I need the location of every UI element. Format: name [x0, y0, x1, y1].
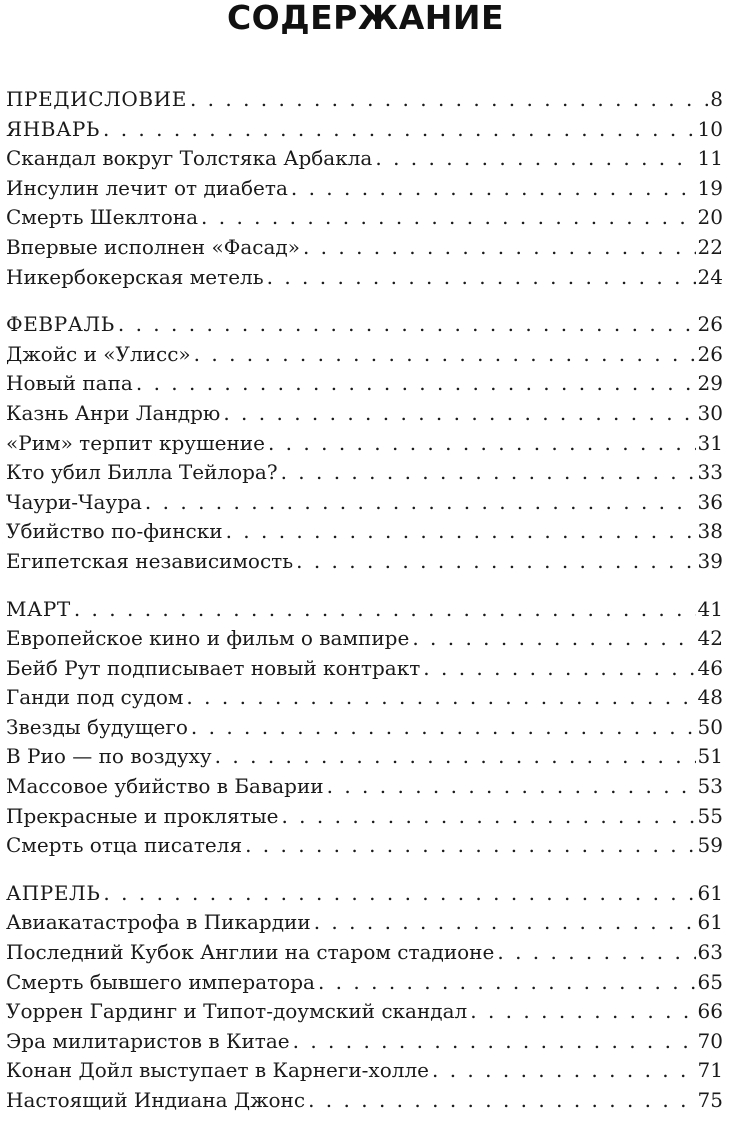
toc-entry-label: Чаури-Чаура: [6, 489, 142, 514]
toc-page-number: 19: [697, 175, 723, 200]
toc-entry-label: Впервые исполнен «Фасад»: [6, 234, 300, 259]
toc-entry-label: Массовое убийство в Баварии: [6, 774, 324, 799]
toc-page-number: 42: [697, 626, 723, 651]
toc-page-number: 48: [697, 685, 723, 710]
dot-leader: [296, 547, 695, 577]
toc-section: [6, 595, 723, 861]
toc-entry-label: «Рим» терпит крушение: [6, 430, 265, 455]
toc-entry[interactable]: [6, 263, 723, 293]
toc-entry-label: Европейское кино и фильм о вампире: [6, 626, 410, 651]
toc-page-number: 10: [697, 116, 723, 141]
toc-entry[interactable]: [6, 488, 723, 518]
toc-entry[interactable]: [6, 233, 723, 263]
toc-section: [6, 879, 723, 1116]
toc-entry-label: Инсулин лечит от диабета: [6, 175, 288, 200]
toc-entry-label: Джойс и «Улисс»: [6, 341, 191, 366]
toc-page-number: 51: [697, 744, 723, 769]
toc-entry[interactable]: [6, 742, 723, 772]
toc-entry[interactable]: [6, 968, 723, 998]
dot-leader: [191, 713, 696, 743]
toc-page-number: 75: [697, 1088, 723, 1112]
toc-entry[interactable]: [6, 203, 723, 233]
toc-entry[interactable]: [6, 174, 723, 204]
page-title: СОДЕРЖАНИЕ: [226, 0, 505, 37]
toc-entry-label: АПРЕЛЬ: [6, 880, 101, 905]
toc-entry-label: Ганди под судом: [6, 685, 184, 710]
dot-leader: [103, 115, 696, 145]
toc-month-heading[interactable]: [6, 879, 723, 909]
toc-page-number: 71: [697, 1058, 723, 1083]
toc-page-number: 61: [697, 880, 723, 905]
toc-entry-label: Бейб Рут подписывает новый контракт: [6, 655, 421, 680]
toc-entry-label: Эра милитаристов в Китае: [6, 1028, 290, 1053]
dot-leader: [267, 263, 696, 293]
toc-page-number: 11: [697, 146, 723, 171]
toc-entry-label: Смерть Шеклтона: [6, 205, 199, 230]
toc-entry[interactable]: [6, 802, 723, 832]
toc-entry-label: Новый папа: [6, 371, 133, 396]
toc-entry-label: Скандал вокруг Толстяка Арбакла: [6, 146, 373, 171]
toc-page-number: 59: [697, 833, 723, 858]
toc-entry-label: Смерть отца писателя: [6, 833, 243, 858]
dot-leader: [201, 203, 696, 233]
toc-entry-label: Никербокерская метель: [6, 264, 264, 289]
dot-leader: [194, 340, 696, 370]
dot-leader: [375, 144, 695, 174]
toc-section: [6, 310, 723, 576]
toc-entry-label: МАРТ: [6, 596, 71, 621]
toc-entry-label: Авиакатастрофа в Пикардии: [6, 910, 311, 935]
dot-leader: [308, 1086, 695, 1116]
toc-page-number: 20: [697, 205, 723, 230]
toc-section: [6, 85, 723, 292]
dot-leader: [74, 595, 696, 625]
dot-leader: [281, 458, 696, 488]
toc-entry[interactable]: [6, 399, 723, 429]
toc-entry[interactable]: [6, 369, 723, 399]
toc-page-number: 26: [697, 312, 723, 337]
toc-month-heading[interactable]: [6, 595, 723, 625]
table-of-contents: [6, 85, 723, 1134]
dot-leader: [432, 1056, 696, 1086]
toc-month-heading[interactable]: [6, 85, 723, 115]
dot-leader: [412, 624, 695, 654]
toc-entry[interactable]: [6, 1027, 723, 1057]
toc-entry[interactable]: [6, 340, 723, 370]
toc-page-number: 30: [697, 400, 723, 425]
toc-page-number: 33: [697, 460, 723, 485]
toc-page-number: 39: [697, 548, 723, 573]
toc-entry-label: Египетская независимость: [6, 548, 294, 573]
dot-leader: [318, 968, 696, 998]
toc-month-heading[interactable]: [6, 310, 723, 340]
toc-page-number: 66: [697, 999, 723, 1024]
toc-entry-label: ПРЕДИСЛОВИЕ: [6, 87, 187, 111]
toc-entry-label: Кто убил Билла Тейлора?: [6, 460, 278, 485]
toc-page-number: 50: [697, 714, 723, 739]
toc-entry[interactable]: [6, 458, 723, 488]
dot-leader: [423, 654, 695, 684]
toc-page-number: 63: [697, 940, 723, 965]
toc-page-number: 8: [710, 87, 723, 111]
dot-leader: [291, 174, 696, 204]
toc-page-number: 26: [697, 341, 723, 366]
dot-leader: [118, 310, 696, 340]
dot-leader: [268, 429, 696, 459]
toc-entry-label: Прекрасные и проклятые: [6, 803, 279, 828]
toc-entry[interactable]: [6, 831, 723, 861]
toc-entry-label: Настоящий Индиана Джонс: [6, 1088, 306, 1112]
toc-entry[interactable]: [6, 908, 723, 938]
dot-leader: [497, 938, 695, 968]
toc-month-heading[interactable]: [6, 115, 723, 145]
toc-entry[interactable]: [6, 1056, 723, 1086]
toc-entry[interactable]: [6, 1086, 723, 1116]
dot-leader: [226, 517, 696, 547]
toc-entry-label: ФЕВРАЛЬ: [6, 312, 115, 337]
toc-entry[interactable]: [6, 772, 723, 802]
dot-leader: [281, 802, 695, 832]
toc-entry-label: Казнь Анри Ландрю: [6, 400, 221, 425]
dot-leader: [186, 683, 695, 713]
dot-leader: [145, 488, 696, 518]
toc-page-number: 36: [697, 489, 723, 514]
dot-leader: [470, 997, 695, 1027]
toc-entry-label: Конан Дойл выступает в Карнеги-холле: [6, 1058, 429, 1083]
dot-leader: [303, 233, 696, 263]
toc-entry[interactable]: [6, 683, 723, 713]
toc-entry[interactable]: [6, 517, 723, 547]
dot-leader: [103, 879, 695, 909]
dot-leader: [314, 908, 696, 938]
dot-leader: [327, 772, 696, 802]
dot-leader: [136, 369, 696, 399]
toc-entry[interactable]: [6, 938, 723, 968]
toc-entry[interactable]: [6, 144, 723, 174]
toc-page-number: 55: [697, 803, 723, 828]
toc-entry-label: Уоррен Гардинг и Типот-доумский скандал: [6, 999, 468, 1024]
dot-leader: [190, 85, 708, 115]
toc-page-number: 65: [697, 969, 723, 994]
toc-page-number: 53: [697, 774, 723, 799]
toc-page-number: 46: [697, 655, 723, 680]
dot-leader: [245, 831, 695, 861]
toc-page-number: 41: [697, 596, 723, 621]
toc-entry-label: Убийство по-фински: [6, 519, 223, 544]
toc-entry[interactable]: [6, 547, 723, 577]
toc-entry[interactable]: [6, 713, 723, 743]
toc-page-number: 61: [697, 910, 723, 935]
dot-leader: [215, 742, 696, 772]
toc-entry[interactable]: [6, 429, 723, 459]
toc-page-number: 70: [697, 1028, 723, 1053]
toc-page-number: 38: [697, 519, 723, 544]
toc-entry-label: ЯНВАРЬ: [6, 116, 100, 141]
dot-leader: [223, 399, 695, 429]
toc-page-number: 24: [697, 264, 723, 289]
toc-page-number: 22: [697, 234, 723, 259]
toc-entry-label: В Рио — по воздуху: [6, 744, 212, 769]
toc-entry-label: Смерть бывшего императора: [6, 969, 315, 994]
toc-page-number: 31: [697, 430, 723, 455]
dot-leader: [293, 1027, 696, 1057]
toc-entry-label: Последний Кубок Англии на старом стадионе: [6, 940, 495, 965]
toc-page-number: 29: [697, 371, 723, 396]
toc-entry[interactable]: [6, 654, 723, 684]
toc-entry[interactable]: [6, 997, 723, 1027]
toc-entry-label: Звезды будущего: [6, 714, 188, 739]
toc-entry[interactable]: [6, 624, 723, 654]
